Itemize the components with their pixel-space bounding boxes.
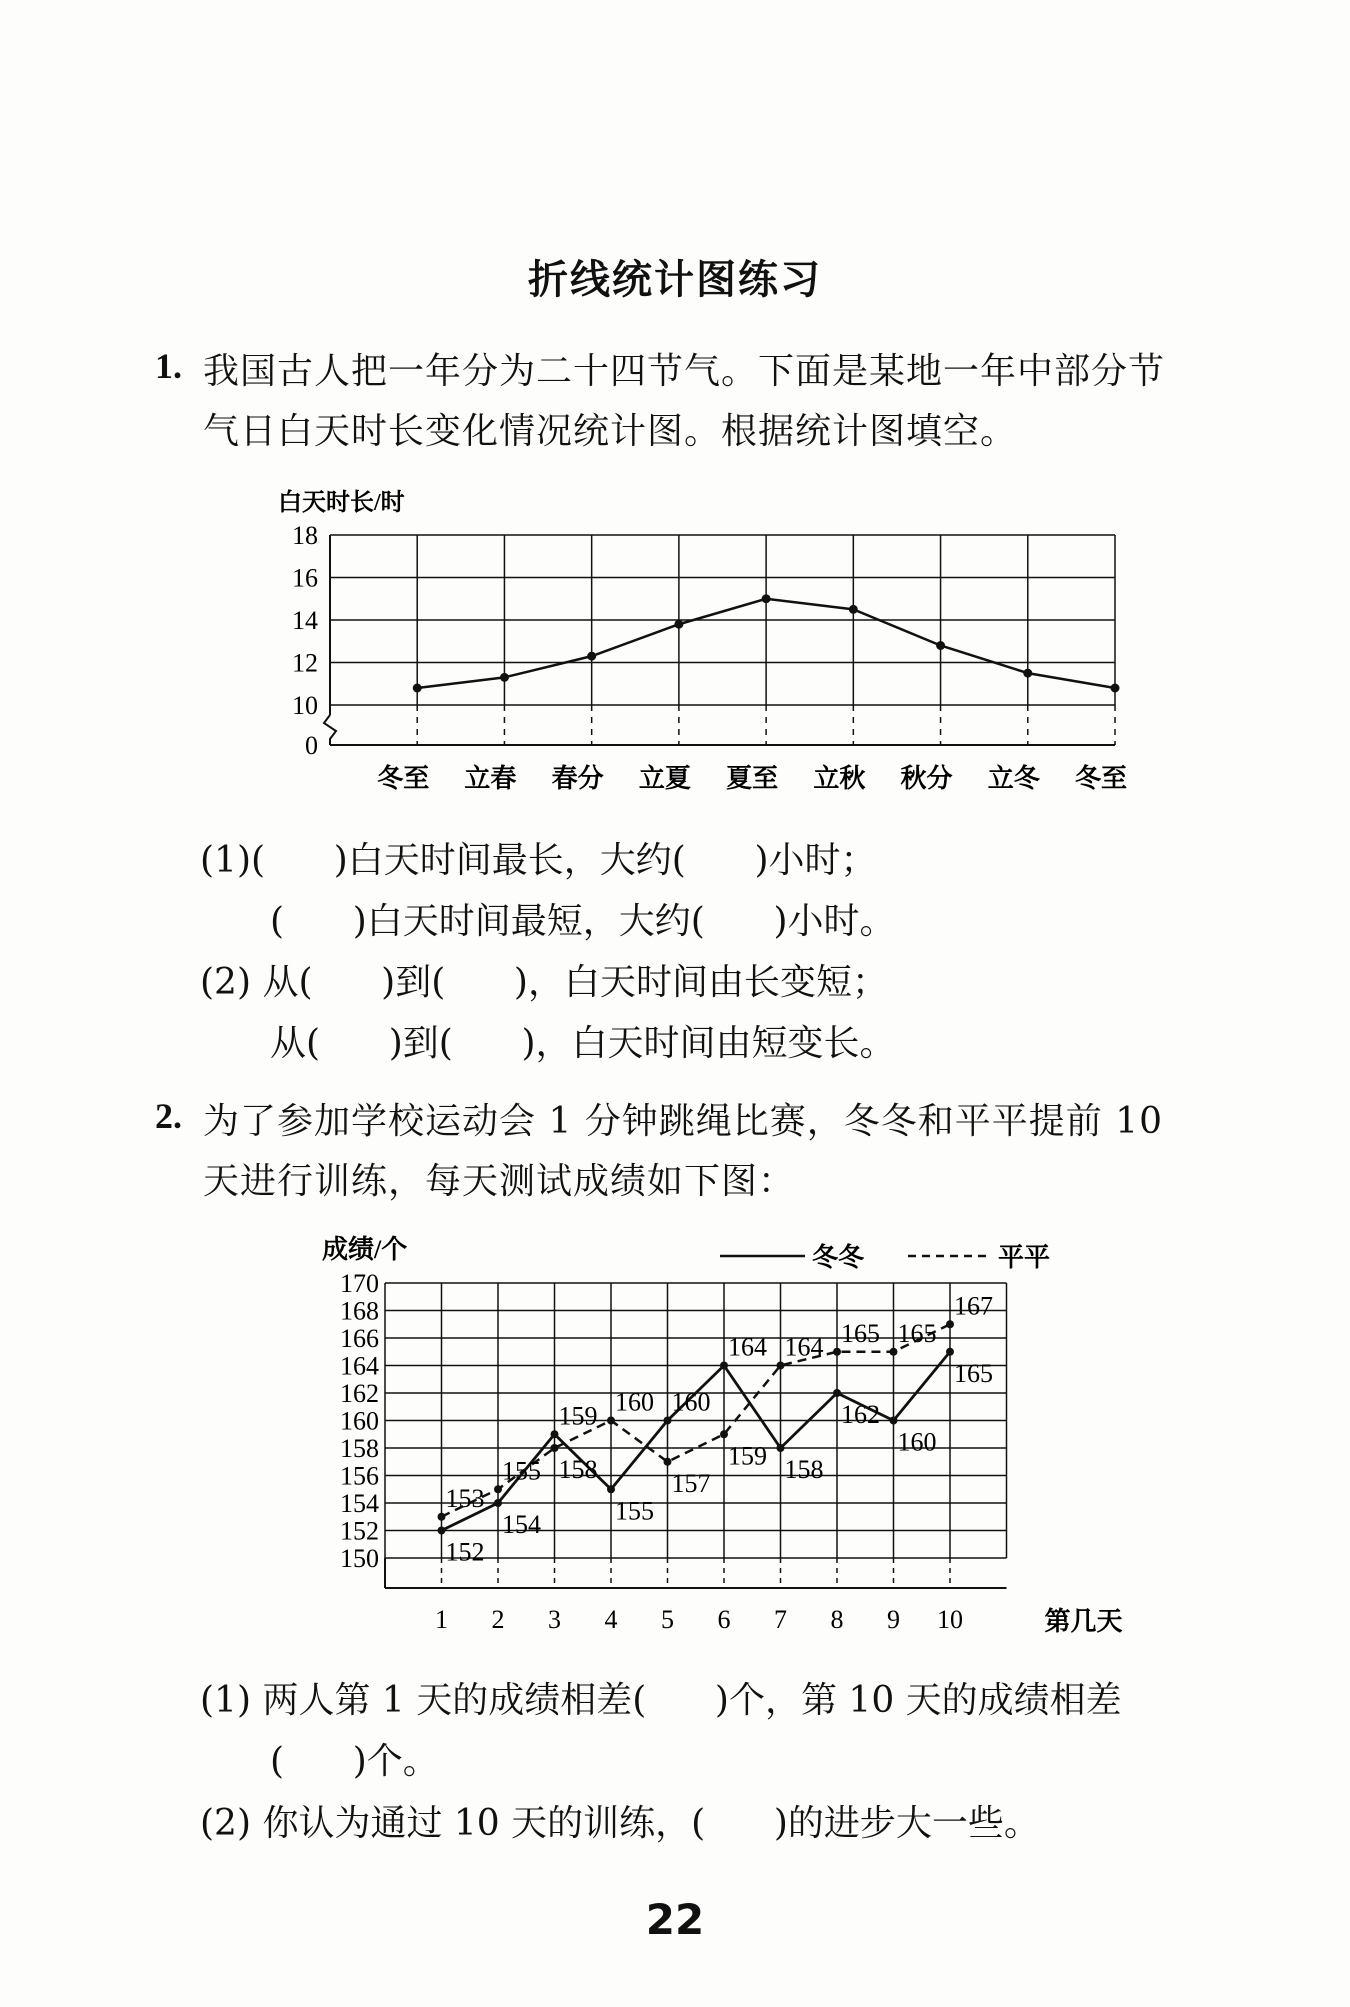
pingping-point (890, 1348, 898, 1356)
x-tick-label: 2 (491, 1605, 505, 1634)
question-1-text-line2: 气日白天时长变化情况统计图。根据统计图填空。 (203, 411, 1018, 452)
x-tick-label: 冬至 (377, 764, 430, 793)
dongdong-point (438, 1527, 446, 1535)
x-tick-label: 春分 (551, 764, 604, 793)
y-tick-label: 168 (340, 1296, 379, 1326)
question-2-sub1-line2: ( )个。 (270, 1741, 439, 1782)
pingping-point (664, 1458, 672, 1466)
y-axis-label: 白天时长/时 (278, 490, 405, 516)
pingping-data-label: 158 (558, 1455, 598, 1484)
daylight-point (1023, 669, 1032, 678)
dongdong-point (890, 1417, 898, 1425)
y-tick-label: 160 (340, 1406, 379, 1436)
pingping-data-label: 160 (615, 1387, 654, 1417)
dongdong-data-label: 152 (445, 1537, 485, 1567)
dongdong-data-label: 159 (558, 1401, 598, 1431)
y-tick-label: 162 (340, 1379, 379, 1408)
x-tick-label: 1 (435, 1605, 448, 1634)
dongdong-data-label: 154 (502, 1510, 541, 1539)
x-tick-label: 4 (604, 1605, 618, 1634)
y-axis-break (324, 715, 336, 745)
pingping-data-label: 164 (784, 1332, 824, 1362)
x-tick-label: 3 (548, 1605, 561, 1634)
dongdong-data-label: 160 (671, 1387, 711, 1417)
daylight-point (413, 684, 422, 693)
pingping-data-label: 155 (502, 1456, 541, 1486)
x-tick-label: 6 (717, 1605, 731, 1634)
pingping-data-label: 165 (841, 1318, 880, 1348)
dongdong-data-label: 155 (615, 1496, 654, 1526)
dongdong-data-label: 160 (897, 1427, 937, 1457)
dongdong-point (720, 1362, 728, 1370)
x-tick-label: 冬至 (1074, 764, 1128, 793)
x-tick-label: 9 (887, 1605, 900, 1634)
dongdong-data-label: 164 (728, 1332, 767, 1362)
pingping-data-label: 167 (954, 1291, 993, 1321)
dongdong-point (833, 1389, 841, 1397)
daylight-point (674, 620, 683, 629)
y-tick-label: 166 (340, 1324, 379, 1353)
question-2-number: 2. (155, 1096, 182, 1136)
y-tick-label: 0 (305, 731, 318, 760)
x-tick-label: 夏至 (726, 764, 779, 793)
pingping-point (833, 1348, 841, 1356)
pingping-point (946, 1320, 954, 1328)
daylight-line-chart (270, 480, 1170, 810)
dongdong-data-label: 165 (954, 1358, 993, 1388)
question-2-text-line2: 天进行训练，每天测试成绩如下图： (203, 1161, 796, 1202)
daylight-point (587, 652, 596, 661)
y-tick-label: 18 (292, 521, 318, 550)
y-tick-label: 16 (292, 563, 318, 593)
question-1-sub1-line2: ( )白天时间最短，大约( )小时。 (270, 901, 896, 942)
daylight-point (849, 605, 858, 614)
y-tick-label: 156 (340, 1461, 379, 1491)
pingping-data-label: 159 (728, 1441, 767, 1471)
pingping-data-label: 157 (671, 1468, 711, 1498)
dongdong-data-label: 162 (841, 1400, 880, 1429)
question-1-number: 1. (155, 346, 182, 386)
daylight-point (762, 594, 771, 603)
dongdong-data-label: 158 (784, 1455, 824, 1484)
y-tick-label: 158 (340, 1434, 379, 1463)
pingping-point (720, 1430, 728, 1438)
x-tick-label: 8 (830, 1605, 844, 1634)
pingping-point (551, 1444, 559, 1452)
pingping-point (607, 1417, 615, 1425)
x-axis-label: 第几天 (1044, 1607, 1123, 1636)
pingping-point (438, 1513, 446, 1521)
x-tick-label: 10 (937, 1605, 963, 1634)
x-tick-label: 7 (774, 1605, 787, 1634)
y-tick-label: 152 (340, 1516, 379, 1546)
y-tick-label: 170 (340, 1269, 379, 1298)
rope-skipping-line-chart (310, 1228, 1130, 1648)
legend-label-pingping: 平平 (998, 1243, 1051, 1272)
question-1-text-line1: 我国古人把一年分为二十四节气。下面是某地一年中部分节 (203, 351, 1166, 392)
question-2-text-line1: 为了参加学校运动会 1 分钟跳绳比赛，冬冬和平平提前 10 (203, 1101, 1164, 1142)
y-tick-label: 164 (340, 1351, 379, 1381)
dongdong-point (494, 1499, 502, 1507)
page-number: 22 (645, 1895, 705, 1944)
legend-label-dongdong: 冬冬 (812, 1243, 865, 1272)
daylight-point (1111, 684, 1120, 693)
dongdong-point (607, 1485, 615, 1493)
y-axis-label: 成绩/个 (322, 1235, 408, 1264)
y-tick-label: 14 (292, 606, 318, 635)
x-tick-label: 5 (661, 1605, 674, 1634)
y-tick-label: 12 (292, 648, 318, 678)
x-tick-label: 立冬 (987, 764, 1040, 793)
dongdong-point (551, 1430, 559, 1438)
x-tick-label: 立夏 (638, 764, 691, 793)
dongdong-point (946, 1348, 954, 1356)
question-2-sub2: (2) 你认为通过 10 天的训练，( )的进步大一些。 (200, 1803, 1040, 1844)
pingping-data-label: 165 (897, 1318, 937, 1348)
x-tick-label: 立秋 (813, 764, 866, 793)
pingping-point (494, 1485, 502, 1493)
y-tick-label: 150 (340, 1544, 379, 1573)
question-1-sub1-line1: (1)( )白天时间最长，大约( )小时； (200, 840, 877, 881)
pingping-data-label: 153 (445, 1483, 485, 1513)
pingping-point (777, 1362, 785, 1370)
daylight-point (500, 673, 509, 682)
daylight-point (936, 641, 945, 650)
y-tick-label: 154 (340, 1489, 379, 1518)
question-2-sub1-line1: (1) 两人第 1 天的成绩相差( )个，第 10 天的成绩相差 (200, 1680, 1122, 1721)
question-1-sub2-line1: (2) 从( )到( )，白天时间由长变短； (200, 962, 888, 1003)
dongdong-point (664, 1417, 672, 1425)
x-tick-label: 立春 (464, 764, 517, 793)
page-title: 折线统计图练习 (528, 257, 822, 303)
dongdong-point (777, 1444, 785, 1452)
question-1-sub2-line2: 从( )到( )，白天时间由短变长。 (270, 1023, 896, 1064)
y-tick-label: 10 (292, 691, 318, 720)
x-tick-label: 秋分 (900, 764, 953, 793)
